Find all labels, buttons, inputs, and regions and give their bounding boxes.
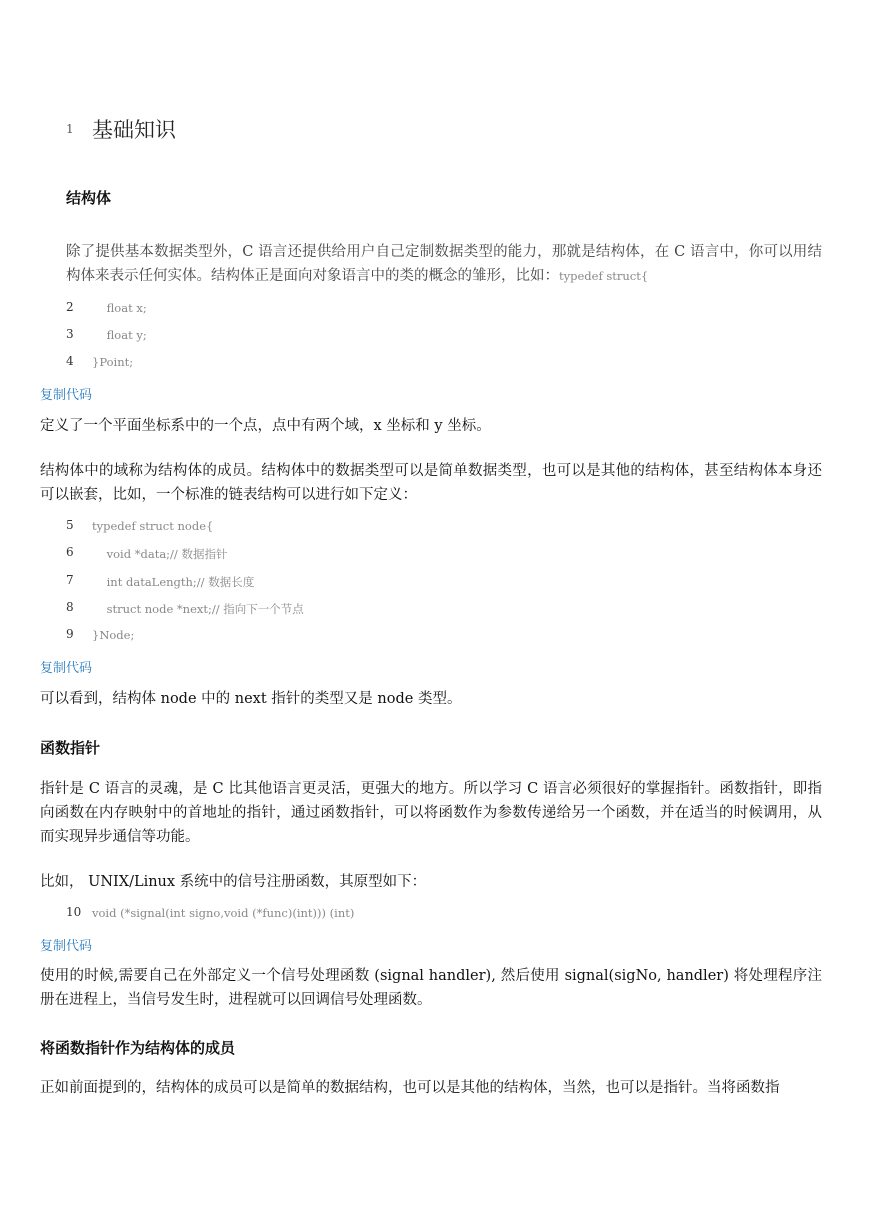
code-line: void *data;// 数据指针: [92, 547, 228, 561]
code-line-number: 6: [66, 545, 74, 559]
member-funcptr-heading: 将函数指针作为结构体的成员: [40, 1039, 236, 1057]
code-line: struct node *next;// 指向下一个节点: [92, 602, 304, 616]
code-line-number: 8: [66, 600, 74, 614]
copy-code-link[interactable]: 复制代码: [40, 661, 93, 676]
code-line-number: 3: [66, 327, 74, 341]
funcptr-heading: 函数指针: [40, 739, 101, 757]
section-number: 1: [66, 122, 74, 136]
code-line: float y;: [92, 328, 147, 342]
code-line: void (*signal(int signo,void (*func)(int))) (int): [92, 906, 355, 920]
code-line-number: 10: [66, 905, 82, 919]
point-paragraph: 定义了一个平面坐标系中的一个点，点中有两个域，x 坐标和 y 坐标。: [40, 418, 491, 434]
funcptr-paragraph: 指针是 C 语言的灵魂，是 C 比其他语言更灵活，更强大的地方。所以学习 C 语言必须很好的掌握指针。函数指针，即指向函数在内存映射中的首地址的指针，通过函数指针，可以将函数作为参数传递给另一个函数，并在适当的时候调用，从而实现异步通信等功能。: [40, 781, 822, 845]
code-line-number: 7: [66, 573, 74, 587]
code-line: float x;: [92, 301, 147, 315]
copy-code-link[interactable]: 复制代码: [40, 388, 93, 403]
code-line: int dataLength;// 数据长度: [92, 575, 255, 589]
code-line-number: 5: [66, 518, 74, 532]
code-line-number: 9: [66, 627, 74, 641]
unix-paragraph: 比如， UNIX/Linux 系统中的信号注册函数，其原型如下：: [40, 874, 427, 890]
code-line-number: 4: [66, 354, 74, 368]
members-paragraph: 结构体中的域称为结构体的成员。结构体中的数据类型可以是简单数据类型，也可以是其他的结构体，甚至结构体本身还可以嵌套，比如，一个标准的链表结构可以进行如下定义：: [40, 463, 822, 503]
code-line: typedef struct node{: [92, 519, 214, 533]
member-funcptr-paragraph: 正如前面提到的，结构体的成员可以是简单的数据结构，也可以是其他的结构体，当然，也可以是指针。当将函数指: [40, 1080, 780, 1096]
node-paragraph: 可以看到，结构体 node 中的 next 指针的类型又是 node 类型。: [40, 691, 462, 707]
code-line-number: 2: [66, 300, 74, 314]
struct-intro-text: 除了提供基本数据类型外，C 语言还提供给用户自己定制数据类型的能力，那就是结构体，在 C 语言中，你可以用结构体来表示任何实体。结构体正是面向对象语言中的类的概念的雏形，比如：: [66, 244, 822, 284]
usage-paragraph: 使用的时候,需要自己在外部定义一个信号处理函数 (signal handler), 然后使用 signal(sigNo, handler) 将处理程序注册在进程上，当信号发生时，进程就可以回调信号处理函数。: [40, 968, 822, 1008]
section-title: 基础知识: [92, 118, 176, 142]
struct-intro-paragraph: [66, 240, 822, 288]
struct-intro-inline-code: typedef struct{: [559, 269, 649, 283]
code-line: }Point;: [92, 355, 134, 369]
struct-heading: 结构体: [66, 189, 112, 207]
code-line: }Node;: [92, 628, 135, 642]
copy-code-link[interactable]: 复制代码: [40, 939, 93, 954]
